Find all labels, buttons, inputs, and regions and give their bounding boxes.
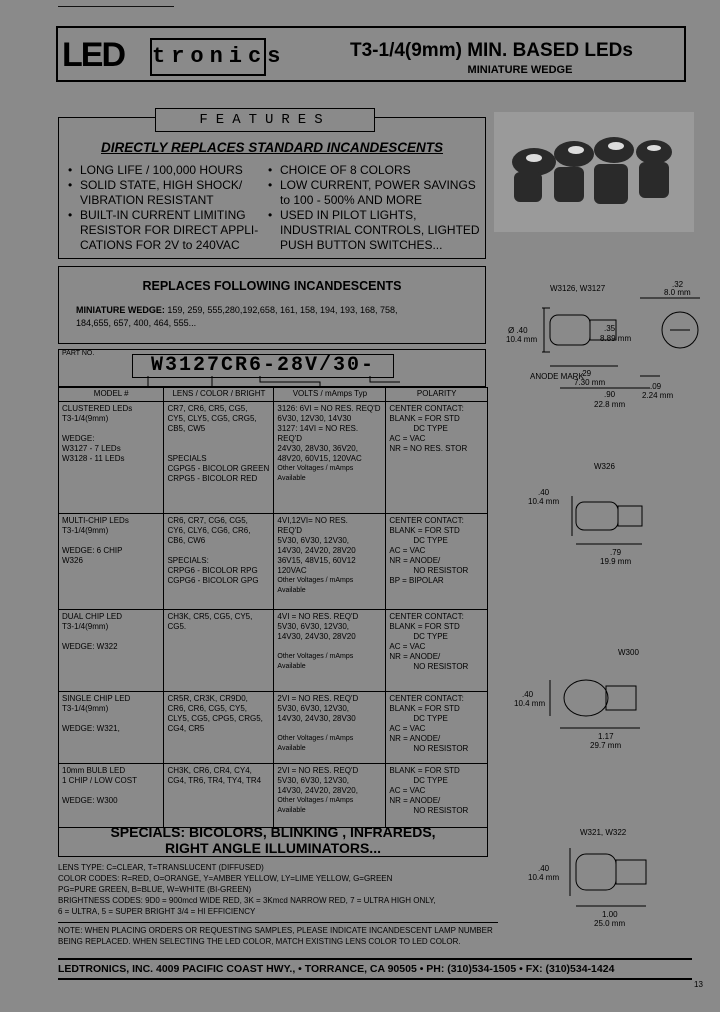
- diagram-w321-w322: W321, W322 .40 10.4 mm 1.00 25.0 mm: [510, 824, 710, 944]
- diagram-w326: W326 .40 10.4 mm .79 19.9 mm: [510, 458, 710, 568]
- polarity-cell: CENTER CONTACT: BLANK = FOR STD DC TYPE AC = VAC NR = NO RES. STOR: [386, 402, 488, 514]
- ledtronics-logo: [62, 34, 287, 76]
- column-header: POLARITY: [386, 388, 488, 402]
- replaces-line-1: 159, 259, 555,280,192,658, 161, 158, 194, 193, 168, 758,: [167, 305, 398, 315]
- specials-banner: SPECIALS: BICOLORS, BLINKING , INFRAREDS, RIGHT ANGLE ILLUMINATORS...: [110, 824, 436, 856]
- features-heading: DIRECTLY REPLACES STANDARD INCANDESCENTS: [100, 140, 444, 155]
- lens-cell: CR7, CR6, CR5, CG5, CY5, CLY5, CG5, CRG5, CB5, CW5 SPECIALS CGPG5 - BICOLOR GREEN CRPG5 - BICOLOR RED: [164, 402, 274, 514]
- replaces-list: [76, 304, 476, 330]
- features-right-list: [266, 163, 480, 253]
- logo-led-mark: LED: [62, 36, 124, 74]
- logo-brand-box: tronics: [150, 38, 266, 76]
- part-number-example: W3127CR6-28V/30-: [132, 354, 394, 378]
- note-line: 6 = ULTRA, 5 = SUPER BRIGHT 3/4 = HI EFFICIENCY: [58, 907, 256, 916]
- table-row: [59, 764, 488, 828]
- lens-cell: CH3K, CR5, CG5, CY5, CG5.: [164, 610, 274, 692]
- polarity-cell: CENTER CONTACT: BLANK = FOR STD DC TYPE AC = VAC NR = ANODE/ NO RESISTOR BP = BIPOLAR: [386, 514, 488, 610]
- note-line: LENS TYPE: C=CLEAR, T=TRANSLUCENT (DIFFUSED): [58, 863, 264, 872]
- diagram-w3126-drawing: [500, 280, 710, 410]
- volts-cell: 2VI = NO RES. REQ'D 5V30, 6V30, 12V30, 14V30, 24V20, 28V20, Other Voltages / mAmps Available: [274, 764, 386, 828]
- feature-item: • LONG LIFE / 100,000 HOURS: [66, 163, 261, 178]
- model-cell: DUAL CHIP LED T3-1/4(9mm) WEDGE: W322: [59, 610, 164, 692]
- model-cell: 10mm BULB LED 1 CHIP / LOW COST WEDGE: W300: [59, 764, 164, 828]
- table-header-row: [59, 388, 488, 402]
- company-footer: LEDTRONICS, INC. 4009 PACIFIC COAST HWY., • TORRANCE, CA 90505 • PH: (310)534-1505 • FX: (310)534-1424: [58, 958, 692, 980]
- note-line: COLOR CODES: R=RED, O=ORANGE, Y=AMBER YELLOW, LY=LIME YELLOW, G=GREEN: [58, 874, 393, 883]
- page-number: 13: [694, 980, 703, 989]
- page-title: T3-1/4(9mm) MIN. BASED LEDs: [350, 40, 633, 61]
- replaces-line-2: 184,655, 657, 400, 464, 555...: [76, 318, 197, 328]
- table-row: [59, 514, 488, 610]
- part-number-label: PART NO.: [62, 350, 95, 357]
- feature-item: • BUILT-IN CURRENT LIMITING RESISTOR FOR DIRECT APPLI-CATIONS FOR 2V to 240VAC: [66, 208, 261, 253]
- diagram-w3126-w3127: W3126, W3127 .32 8.0 mm Ø .40 10.4 mm .35 8.89 mm ANODE MARK .29 7.30 mm .90 22.8 mm .09 2.24 mm: [500, 280, 710, 410]
- feature-item: • USED IN PILOT LIGHTS, INDUSTRIAL CONTROLS, LIGHTED PUSH BUTTON SWITCHES...: [266, 208, 480, 253]
- column-header: MODEL #: [59, 388, 164, 402]
- volts-cell: 4VI,12VI= NO RES. REQ'D 5V30, 6V30, 12V30, 14V30, 24V20, 28V20 36V15, 48V15, 60V12 120VAC Other Voltages / mAmps Available: [274, 514, 386, 610]
- model-cell: MULTI-CHIP LEDs T3-1/4(9mm) WEDGE: 6 CHIP W326: [59, 514, 164, 610]
- polarity-cell: CENTER CONTACT: BLANK = FOR STD DC TYPE AC = VAC NR = ANODE/ NO RESISTOR: [386, 610, 488, 692]
- feature-item: • SOLID STATE, HIGH SHOCK/ VIBRATION RESISTANT: [66, 178, 261, 208]
- table-row: [59, 610, 488, 692]
- note-line: PG=PURE GREEN, B=BLUE, W=WHITE (BI-GREEN): [58, 885, 252, 894]
- table-row: [59, 402, 488, 514]
- lens-cell: CH3K, CR6, CR4, CY4, CG4, TR6, TR4, TY4, TR4: [164, 764, 274, 828]
- feature-item: • CHOICE OF 8 COLORS: [266, 163, 480, 178]
- diagram-w321-drawing: [510, 824, 710, 944]
- top-rule: [58, 6, 174, 7]
- note-line: BRIGHTNESS CODES: 9D0 = 900mcd WIDE RED, 3K = 3Kmcd NARROW RED, 7 = ULTRA HIGH ONLY,: [58, 896, 436, 905]
- features-tab: FEATURES: [155, 108, 375, 132]
- lens-cell: CR6, CR7, CG6, CG5, CY6, CLY6, CG6, CR6, CB6, CW6 SPECIALS: CRPG6 - BICOLOR RPG CGPG6 - BICOLOR GPG: [164, 514, 274, 610]
- replaces-title: REPLACES FOLLOWING INCANDESCENTS: [142, 279, 402, 293]
- code-notes: [58, 862, 498, 917]
- volts-cell: 2VI = NO RES. REQ'D 5V30, 6V30, 12V30, 14V30, 24V30, 28V30 Other Voltages / mAmps Available: [274, 692, 386, 764]
- volts-cell: 3126: 6VI = NO RES. REQ'D 6V30, 12V30, 14V30 3127: 14VI = NO RES. REQ'D 24V30, 28V30, 36V20, 48V20, 60V15, 120VAC Other Voltages / mAmps Available: [274, 402, 386, 514]
- diagram-w300-drawing: [510, 640, 710, 760]
- table-row: [59, 692, 488, 764]
- diagram-w326-drawing: [510, 458, 710, 568]
- product-photo: [494, 112, 694, 232]
- ordering-note: NOTE: WHEN PLACING ORDERS OR REQUESTING SAMPLES, PLEASE INDICATE INCANDESCENT LAMP NUMBER BEING REPLACED. WHEN SELECTING THE LED COLOR, MATCH EXISTING LENS COLOR TO LED COLOR.: [58, 922, 498, 947]
- features-left-list: [66, 163, 261, 253]
- feature-item: • LOW CURRENT, POWER SAVINGS to 100 - 500% AND MORE: [266, 178, 480, 208]
- page-subtitle: MINIATURE WEDGE: [467, 64, 573, 76]
- model-cell: SINGLE CHIP LED T3-1/4(9mm) WEDGE: W321,: [59, 692, 164, 764]
- column-header: LENS / COLOR / BRIGHT: [164, 388, 274, 402]
- model-cell: CLUSTERED LEDs T3-1/4(9mm) WEDGE: W3127 - 7 LEDs W3128 - 11 LEDs: [59, 402, 164, 514]
- column-header: VOLTS / mAmps Typ: [274, 388, 386, 402]
- polarity-cell: CENTER CONTACT: BLANK = FOR STD DC TYPE AC = VAC NR = ANODE/ NO RESISTOR: [386, 692, 488, 764]
- polarity-cell: BLANK = FOR STD DC TYPE AC = VAC NR = ANODE/ NO RESISTOR: [386, 764, 488, 828]
- volts-cell: 4VI = NO RES. REQ'D 5V30, 6V30, 12V30, 14V30, 24V30, 28V20 Other Voltages / mAmps Available: [274, 610, 386, 692]
- lens-cell: CR5R, CR3K, CR9D0, CR6, CR6, CG5, CY5, CLY5, CG5, CPG5, CRG5, CG4, CR5: [164, 692, 274, 764]
- model-table: [58, 387, 488, 828]
- replaces-label: MINIATURE WEDGE:: [76, 305, 165, 315]
- diagram-w300: W300 .40 10.4 mm 1.17 29.7 mm: [510, 640, 710, 760]
